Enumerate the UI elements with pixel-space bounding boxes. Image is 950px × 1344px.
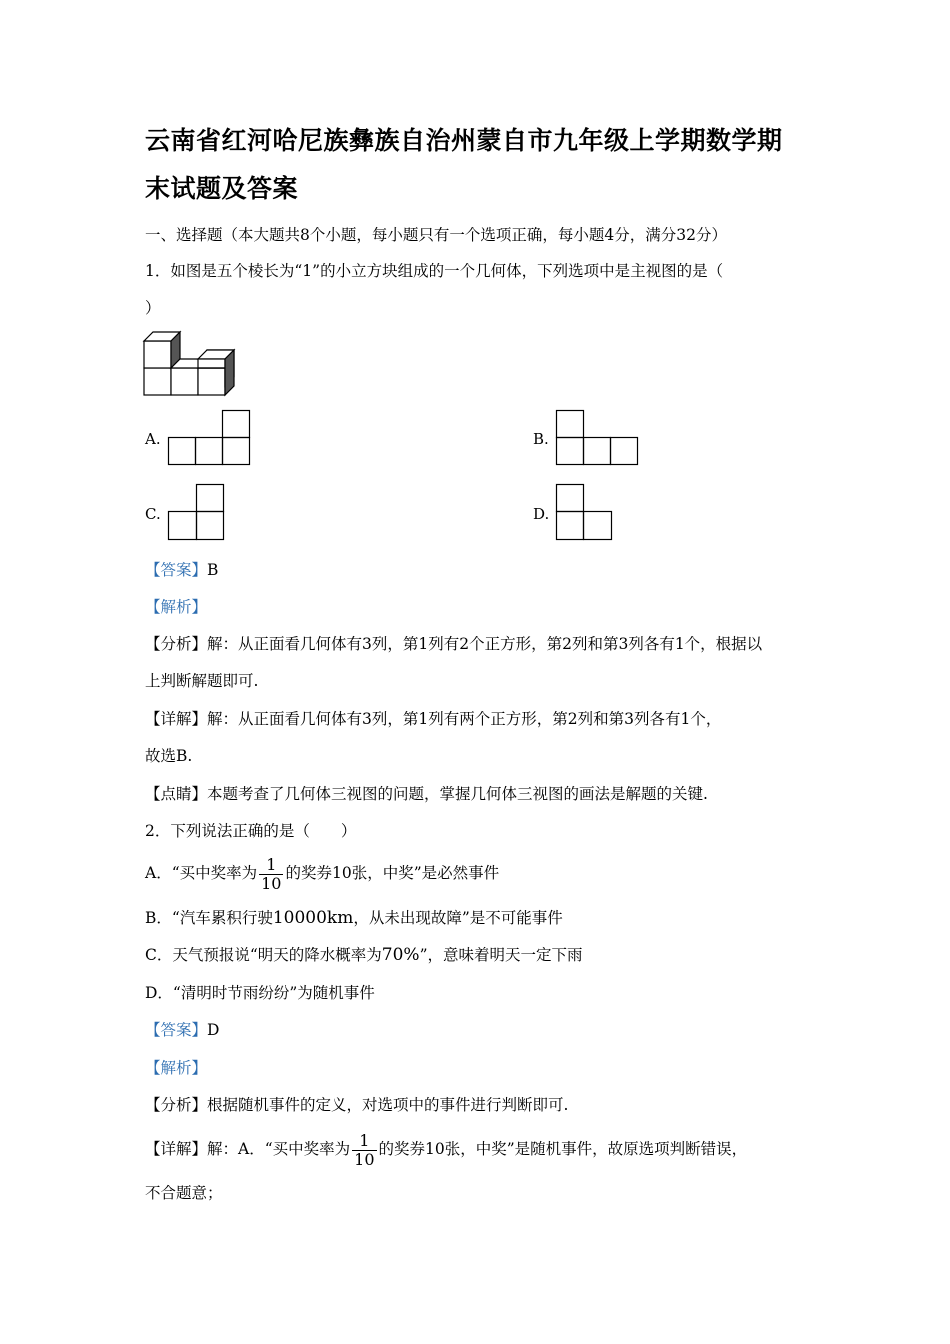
q2-xiangjie-line1 <box>145 1128 747 1170</box>
q2-answer-value: D <box>207 1021 220 1039</box>
q2-fenxi-tag: 【分析】 <box>145 1096 208 1114</box>
section-heading: 一、选择题（本大题共8个小题，每小题只有一个选项正确，每小题4分，满分32分） <box>145 226 727 244</box>
q2-fenxi <box>145 1094 568 1116</box>
q1-dianjing <box>145 783 708 805</box>
q2-fenxi-text: 根据随机事件的定义，对选项中的事件进行判断即可. <box>207 1096 569 1114</box>
fraction-numerator: 1 <box>352 1132 376 1151</box>
q1-xiangjie-tag: 【详解】 <box>145 710 208 728</box>
q2-analysis-tag: 【解析】 <box>145 1059 208 1077</box>
q1-option-b-figure <box>556 410 640 466</box>
q2-option-a-post: 的奖券10张，中奖”是必然事件 <box>285 864 500 882</box>
q2-xiangjie-tag: 【详解】 <box>145 1140 208 1158</box>
q1-answer-tag: 【答案】 <box>145 561 208 579</box>
q1-analysis <box>145 596 207 618</box>
q2-option-b-math: 10000km <box>272 908 354 928</box>
q1-option-a-figure <box>168 410 252 466</box>
q2-option-b <box>145 907 563 929</box>
q1-answer <box>145 559 218 581</box>
q1-fenxi-text: 解：从正面看几何体有3列，第1列有2个正方形，第2列和第3列各有1个，根据以 <box>207 635 763 653</box>
q2-option-a-fraction <box>259 856 283 893</box>
q1-xiangjie-line1 <box>145 708 721 730</box>
q2-option-d: D．“清明时节雨纷纷”为随机事件 <box>145 984 375 1002</box>
q1-analysis-tag: 【解析】 <box>145 598 208 616</box>
fraction-denominator: 10 <box>261 873 282 893</box>
q1-fenxi-line1 <box>145 633 762 655</box>
q2-option-c <box>145 944 583 966</box>
page-title-line1: 云南省红河哈尼族彝族自治州蒙自市九年级上学期数学期 <box>145 126 783 155</box>
q1-stem-line1: 1．如图是五个棱长为“1”的小立方块组成的一个几何体，下列选项中是主视图的是（ <box>145 262 724 280</box>
q2-xiangjie-line2: 不合题意； <box>145 1184 223 1202</box>
q2-answer-tag: 【答案】 <box>145 1021 208 1039</box>
q2-option-c-post: ”，意味着明天一定下雨 <box>419 946 583 964</box>
q2-option-a-pre: A．“买中奖率为 <box>145 864 258 882</box>
q1-fenxi-line2: 上判断解题即可. <box>145 672 259 690</box>
q2-xiangjie-fraction <box>352 1132 376 1169</box>
q1-option-c-label: C. <box>145 505 161 523</box>
q2-option-c-pre: C．天气预报说“明天的降水概率为 <box>145 946 382 964</box>
q2-option-c-math: 70% <box>381 945 420 965</box>
q1-answer-value: B <box>207 561 219 579</box>
fraction-denominator: 10 <box>354 1149 375 1169</box>
q2-xiangjie-post: 的奖券10张，中奖”是随机事件，故原选项判断错误， <box>378 1140 748 1158</box>
q1-option-a-label: A. <box>145 430 161 448</box>
q1-option-c-figure <box>168 484 226 541</box>
q2-answer <box>145 1019 219 1041</box>
q2-option-b-pre: B．“汽车累积行驶 <box>145 909 273 927</box>
q2-stem: 2．下列说法正确的是（ ） <box>145 822 357 840</box>
q1-fenxi-tag: 【分析】 <box>145 635 208 653</box>
q1-option-d-figure <box>556 484 614 541</box>
q1-option-d-label: D. <box>533 505 550 523</box>
q1-stem-line2: ） <box>145 299 161 317</box>
page-title-line2: 末试题及答案 <box>145 174 299 203</box>
q2-analysis <box>145 1057 207 1079</box>
q2-xiangjie-pre: 解：A．“买中奖率为 <box>207 1140 351 1158</box>
q1-xiangjie-text: 解：从正面看几何体有3列，第1列有两个正方形，第2列和第3列各有1个， <box>207 710 722 728</box>
q1-option-b-label: B. <box>533 430 549 448</box>
fraction-numerator: 1 <box>259 856 283 875</box>
q2-option-b-post: ，从未出现故障”是不可能事件 <box>353 909 563 927</box>
q1-xiangjie-line2: 故选B. <box>145 747 193 765</box>
q1-solid-figure <box>140 330 250 400</box>
q1-dianjing-text: 本题考查了几何体三视图的问题，掌握几何体三视图的画法是解题的关键. <box>207 785 708 803</box>
q2-option-a <box>145 852 499 894</box>
q1-dianjing-tag: 【点睛】 <box>145 785 208 803</box>
